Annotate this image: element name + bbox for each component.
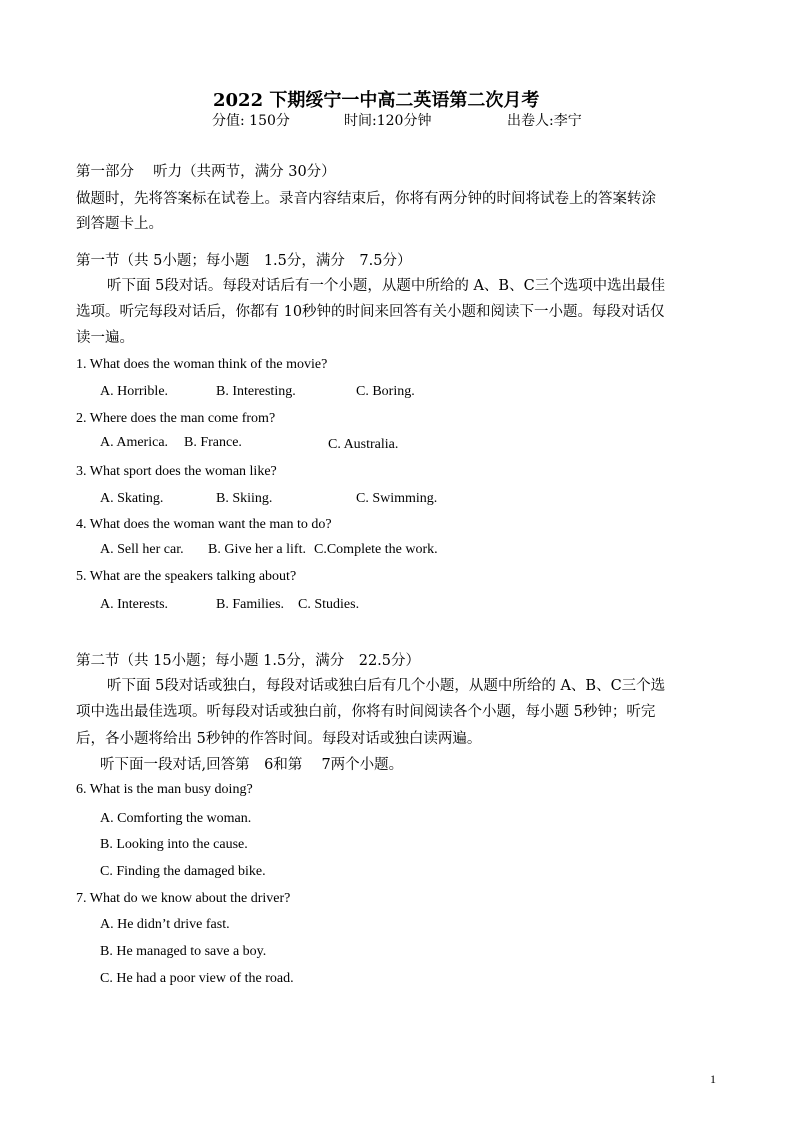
section1-instruction-line3: 读一遍。 (76, 330, 134, 346)
question-4: 4. What does the woman want the man to do? (76, 517, 332, 532)
option-5b: B. Families. (216, 597, 285, 612)
option-5a: A. Interests. (100, 597, 169, 612)
question-2: 2. Where does the man come from? (76, 411, 276, 426)
option-1a: A. Horrible. (100, 384, 169, 399)
section2-instruction-line3: 后，各小题将给出 5秒钟的作答时间。每段对话或独白读两遍。 (76, 731, 482, 747)
part1-heading: 第一部分 听力（共两节，满分 30分） (76, 164, 336, 180)
section1-heading: 第一节（共 5小题；每小题 1.5分，满分 7.5分） (76, 253, 412, 269)
option-5c: C. Studies. (298, 597, 360, 612)
section1-instruction-line2: 选项。听完每段对话后，你都有 10秒钟的时间来回答有关小题和阅读下一小题。每段对话仅 (76, 304, 665, 320)
option-6b: B. Looking into the cause. (100, 837, 248, 852)
exam-title: 2022 下期绥宁一中高二英语第二次月考 (213, 90, 540, 111)
author-info: 出卷人:李宁 (507, 113, 582, 129)
section2-instruction-line2: 项中选出最佳选项。听每段对话或独白前，你将有时间阅读各个小题，每小题 5秒钟；听完 (76, 704, 656, 720)
option-3b: B. Skiing. (216, 491, 273, 506)
part1-instruction-line2: 到答题卡上。 (76, 216, 163, 232)
question-6: 6. What is the man busy doing? (76, 782, 253, 797)
part1-instruction-line1: 做题时，先将答案标在试卷上。录音内容结束后，你将有两分钟的时间将试卷上的答案转涂 (76, 191, 656, 207)
section2-instruction-line1: 听下面 5段对话或独白，每段对话或独白后有几个小题，从题中所给的 A、B、C三个选 (107, 678, 666, 694)
option-6a: A. Comforting the woman. (100, 811, 252, 826)
option-3c: C. Swimming. (356, 491, 438, 506)
option-4a: A. Sell her car. (100, 542, 184, 557)
option-7a: A. He didn’t drive fast. (100, 917, 230, 932)
option-4b: B. Give her a lift. (208, 542, 306, 557)
option-2a: A. America. (100, 435, 169, 450)
score-info: 分值: 150分 (212, 113, 290, 129)
question-7: 7. What do we know about the driver? (76, 891, 291, 906)
page-number: 1 (710, 1072, 716, 1086)
option-7b: B. He managed to save a boy. (100, 944, 267, 959)
option-4c: C.Complete the work. (314, 542, 438, 557)
time-info: 时间:120分钟 (344, 113, 432, 129)
option-7c: C. He had a poor view of the road. (100, 971, 294, 986)
question-3: 3. What sport does the woman like? (76, 464, 277, 479)
option-2c: C. Australia. (328, 437, 399, 452)
option-1b: B. Interesting. (216, 384, 296, 399)
option-3a: A. Skating. (100, 491, 164, 506)
question-5: 5. What are the speakers talking about? (76, 569, 297, 584)
section2-heading: 第二节（共 15小题；每小题 1.5分，满分 22.5分） (76, 653, 421, 669)
option-1c: C. Boring. (356, 384, 415, 399)
section2-sub-instruction: 听下面一段对话,回答第 6和第 7两个小题。 (100, 757, 404, 773)
question-1: 1. What does the woman think of the movie? (76, 357, 328, 372)
option-2b: B. France. (184, 435, 242, 450)
option-6c: C. Finding the damaged bike. (100, 864, 266, 879)
section1-instruction-line1: 听下面 5段对话。每段对话后有一个小题，从题中所给的 A、B、C三个选项中选出最佳 (107, 278, 666, 294)
